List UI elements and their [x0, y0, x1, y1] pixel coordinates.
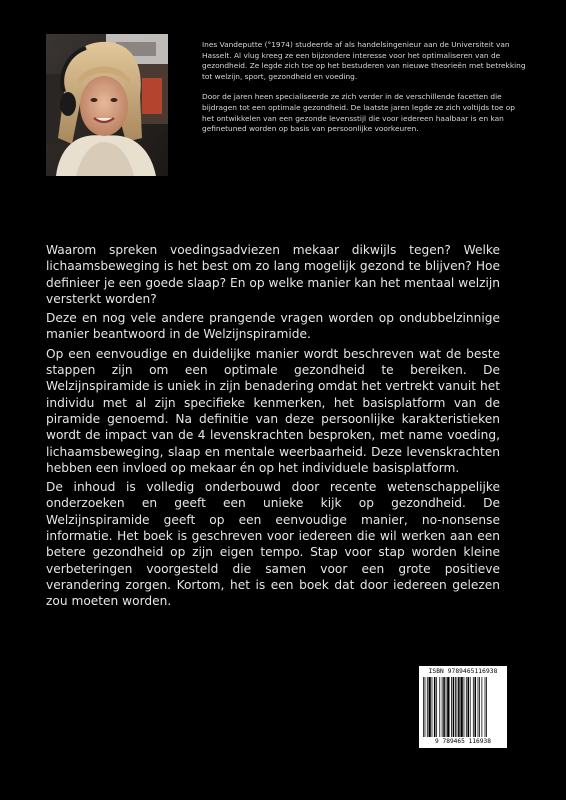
barcode-bar — [442, 677, 443, 737]
barcode-bar — [466, 677, 467, 737]
barcode-bar — [460, 677, 462, 737]
barcode-bar — [447, 677, 449, 737]
barcode-bar — [434, 677, 436, 737]
barcode-bar — [478, 677, 479, 737]
barcode-bar — [473, 677, 474, 737]
barcode-bar — [458, 677, 460, 737]
barcode-bar — [479, 677, 480, 737]
barcode-bar — [436, 677, 437, 737]
barcode-bar — [470, 677, 471, 737]
barcode-bar — [451, 677, 452, 737]
barcode-bar — [482, 677, 483, 737]
barcode-bar — [467, 677, 469, 737]
barcode-bars — [423, 677, 503, 737]
barcode-bar — [457, 677, 458, 737]
barcode-bar — [432, 677, 433, 737]
barcode-bar — [453, 677, 455, 737]
barcode-bar — [485, 677, 486, 737]
author-bio — [202, 40, 528, 145]
isbn-label: ISBN 9789465116938 — [428, 668, 498, 675]
isbn-barcode — [419, 666, 507, 748]
barcode-bar — [428, 677, 430, 737]
barcode-bar — [455, 677, 456, 737]
author-photo — [46, 34, 168, 176]
blurb-paragraph: Deze en nog vele andere prangende vragen worden op ondubbelzinnige manier beantwoord in de Welzijnspiramide. — [46, 311, 500, 342]
barcode-bar — [486, 677, 487, 737]
barcode-bar — [423, 677, 424, 737]
barcode-bar — [427, 677, 428, 737]
barcode-bar — [474, 677, 476, 737]
barcode-bar — [443, 677, 445, 737]
barcode-bar — [439, 677, 440, 737]
isbn-digits: 9 789465 116938 — [435, 738, 491, 745]
barcode-bar — [425, 677, 426, 737]
blurb-paragraph: De inhoud is volledig onderbouwd door recente wetenschappelijke onderzoeken en geeft een unieke kijk op gezondheid. De Welzijnspiramide geeft op een eenvoudige manier, no-nonsense informatie. Het boek is geschreven voor iedereen die wil werken aan een betere gezondheid op zijn eigen tempo. Stap voor stap worden kleine verbeteringen voorgesteld die samen voor een grote positieve verandering zorgen. Kortom, het is een boek dat door iedereen gelezen zou moeten worden. — [46, 480, 500, 609]
barcode-bar — [464, 677, 465, 737]
blurb-paragraph: Waarom spreken voedingsadviezen mekaar dikwijls tegen? Welke lichaamsbeweging is het best om zo lang mogelijk gezond te blijven? Hoe definieer je een goede slaap? En op welke manier kan het mentaal welzijn versterkt worden? — [46, 243, 500, 306]
book-blurb — [46, 242, 500, 613]
bio-paragraph: Door de jaren heen specialiseerde ze zich verder in de verschillende facetten die bijdragen tot een optimale gezondheid. De laatste jaren legde ze zich voltijds toe op het ontwikkelen van een gezonde levensstijl die voor iedereen haalbaar is en kan gefinetuned worden op basis van persoonlijke voorkeuren. — [202, 92, 515, 134]
barcode-bar — [446, 677, 447, 737]
bio-paragraph: Ines Vandeputte (°1974) studeerde af als handelsingenieur aan de Universiteit van Hasselt. Al vlug kreeg ze een bijzondere interesse voor het optimaliseren van de gezondheid. Ze legde zich toe op het bestuderen van nieuwe theorieën met betrekking tot welzijn, sport, gezondheid en voeding. — [202, 40, 526, 81]
blurb-paragraph: Op een eenvoudige en duidelijke manier wordt beschreven wat de beste stappen zijn om een optimale gezondheid te bereiken. De Welzijnspiramide is uniek in zijn benadering omdat het vertrekt vanuit het individu met al zijn specifieke kenmerken, het basisplatform van de piramide genoemd. Na definitie van deze persoonlijke karakteristieken wordt de impact van de 4 levenskrachten besproken, met name voeding, lichaamsbeweging, slaap en mentale weerbaarheid. Deze levenskrachten hebben een invloed op mekaar én op het individuele basisplatform. — [46, 346, 500, 475]
